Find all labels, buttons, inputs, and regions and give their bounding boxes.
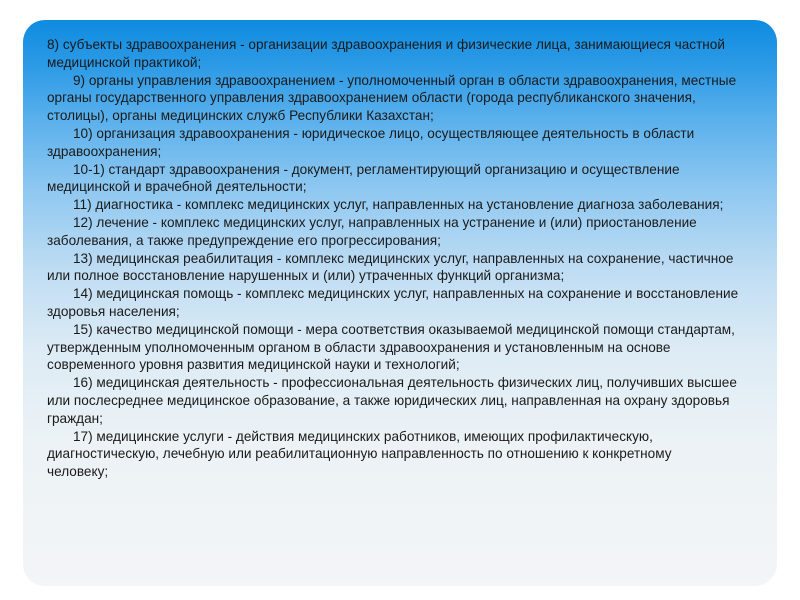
paragraph-10: 10) организация здравоохранения - юридическое лицо, осуществляющее деятельность в области здравоохранения; — [47, 125, 695, 159]
gradient-panel — [23, 20, 777, 586]
paragraph-13: 13) медицинская реабилитация - комплекс медицинских услуг, направленных на сохранение, частичное или полное восстановление нарушенных и (или) утраченных функций организма; — [47, 250, 734, 284]
paragraph-17: 17) медицинские услуги - действия медицинских работников, имеющих профилактическую, диагностическую, лечебную или реабилитационную направленность по отношению к конкретному — [47, 428, 672, 462]
paragraph-9: 9) органы управления здравоохранением - уполномоченный орган в области здравоохранения, местные органы государственного управления здравоохранением области (города республиканского значения, столицы), органы медицинских служб Республики Казахстан; — [47, 72, 737, 124]
paragraph-17-end: человеку; — [47, 464, 109, 480]
paragraph-11: 11) диагностика - комплекс медицинских услуг, направленных на установление диагноза заболевания; — [73, 197, 724, 213]
paragraph-16: 16) медицинская деятельность - профессиональная деятельность физических лиц, получивших высшее или послесреднее медицинское образование, а также юридических лиц, направленная на охрану здоровья граждан; — [47, 375, 737, 426]
paragraph-15: 15) качество медицинской помощи - мера соответствия оказываемой медицинской помощи стандартам, утвержденным уполномоченным органом в области здравоохранения и установленным на основе современного уровня развития медицинской науки и технологий; — [47, 321, 735, 373]
paragraph-14: 14) медицинская помощь - комплекс медицинских услуг, направленных на сохранение и восстановление здоровья населения; — [47, 286, 739, 319]
paragraph-10-1: 10-1) стандарт здравоохранения - документ, регламентирующий организацию и осуществление медицинской и врачебной деятельности; — [47, 161, 680, 195]
definitions-text — [47, 36, 747, 481]
paragraph-8: 8) субъекты здравоохранения - организации здравоохранения и физические лица, занимающиеся частной медицинской практикой; — [47, 37, 725, 70]
paragraph-12: 12) лечение - комплекс медицинских услуг, направленных на устранение и (или) приостановление заболевания, а также предупреждение его прогрессирования; — [47, 214, 697, 248]
